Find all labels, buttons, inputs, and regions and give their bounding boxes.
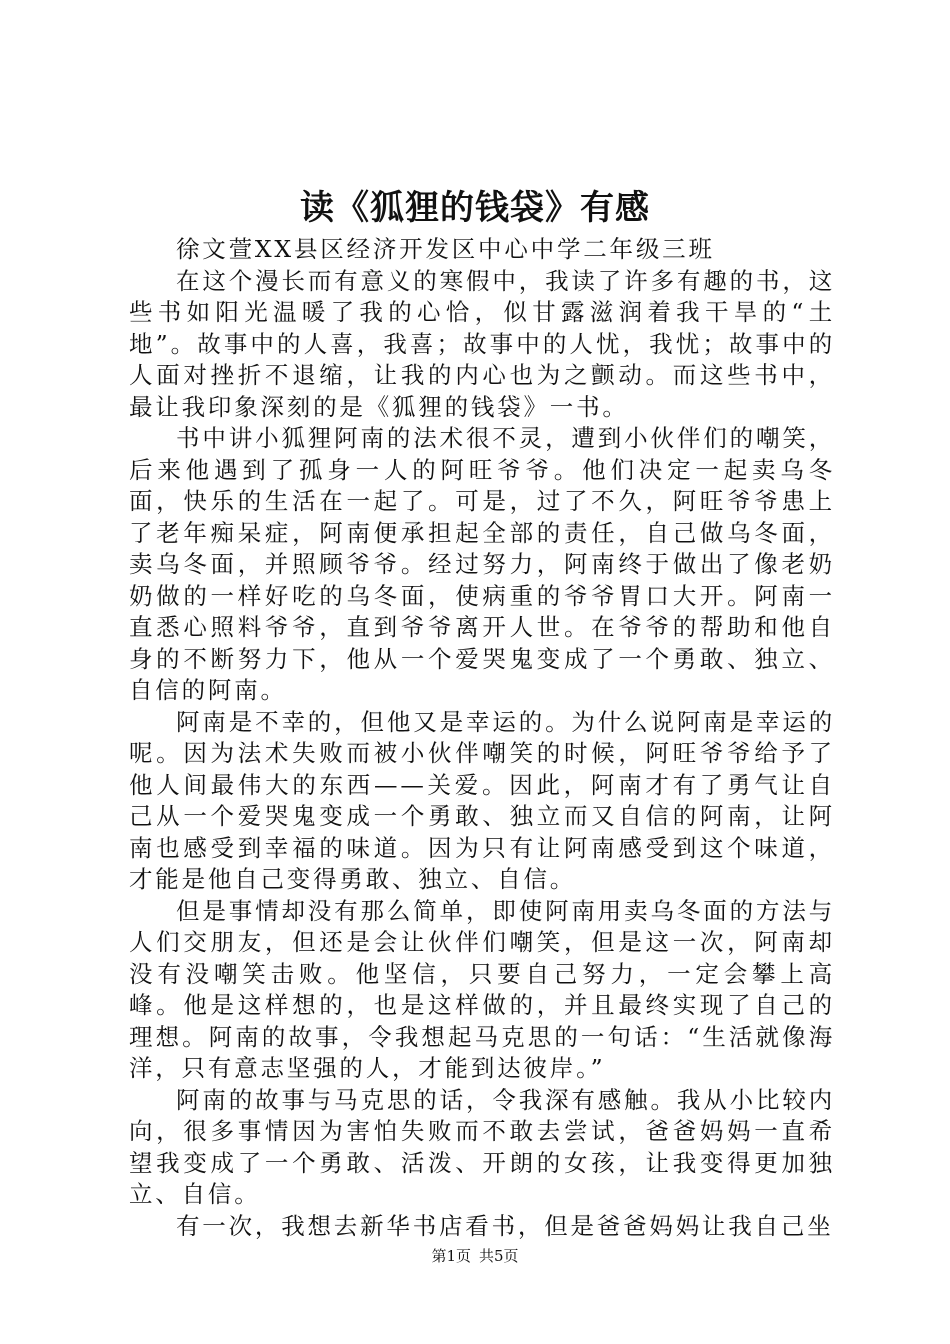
- page-footer: [0, 1244, 950, 1268]
- author-line: 徐文萱XX县区经济开发区中心中学二年级三班: [176, 235, 715, 263]
- document-title: 读《狐狸的钱袋》有感: [300, 188, 650, 228]
- page-total: 共5页: [479, 1247, 519, 1265]
- page-number: 第1页: [431, 1247, 471, 1265]
- paragraph: 阿南的故事与马克思的话，令我深有感触。我从小比较内向，很多事情因为害怕失败而不敢去尝试，爸爸妈妈一直希望我变成了一个勇敢、活泼、开朗的女孩，让我变得更加独立、自信。: [129, 1085, 835, 1208]
- paragraph: 但是事情却没有那么简单，即使阿南用卖乌冬面的方法与人们交朋友，但还是会让伙伴们嘲笑，但是这一次，阿南却没有没嘲笑击败。他坚信，只要自己努力，一定会攀上高峰。他是这样想的，也是这样做的，并且最终实现了自己的理想。阿南的故事，令我想起马克思的一句话：“生活就像海洋，只有意志坚强的人，才能到达彼岸。”: [129, 896, 835, 1082]
- paragraph: 在这个漫长而有意义的寒假中，我读了许多有趣的书，这些书如阳光温暖了我的心恰，似甘露滋润着我干旱的“土地”。故事中的人喜，我喜；故事中的人忧，我忧；故事中的人面对挫折不退缩，让我的内心也为之颤动。而这些书中，最让我印象深刻的是《狐狸的钱袋》一书。: [129, 266, 835, 421]
- paragraph: 阿南是不幸的，但他又是幸运的。为什么说阿南是幸运的呢。因为法术失败而被小伙伴嘲笑的时候，阿旺爷爷给予了他人间最伟大的东西——关爱。因此，阿南才有了勇气让自己从一个爱哭鬼变成一个勇敢、独立而又自信的阿南，让阿南也感受到幸福的味道。因为只有让阿南感受到这个味道，才能是他自己变得勇敢、独立、自信。: [129, 707, 835, 893]
- document-body: [129, 234, 835, 1242]
- paragraph: 书中讲小狐狸阿南的法术很不灵，遭到小伙伴们的嘲笑，后来他遇到了孤身一人的阿旺爷爷。他们决定一起卖乌冬面，快乐的生活在一起了。可是，过了不久，阿旺爷爷患上了老年痴呆症，阿南便承担起全部的责任，自己做乌冬面，卖乌冬面，并照顾爷爷。经过努力，阿南终于做出了像老奶奶做的一样好吃的乌冬面，使病重的爷爷胃口大开。阿南一直悉心照料爷爷，直到爷爷离开人世。在爷爷的帮助和他自身的不断努力下，他从一个爱哭鬼变成了一个勇敢、独立、自信的阿南。: [129, 424, 835, 704]
- paragraph: 有一次，我想去新华书店看书，但是爸爸妈妈让我自己坐: [176, 1211, 834, 1240]
